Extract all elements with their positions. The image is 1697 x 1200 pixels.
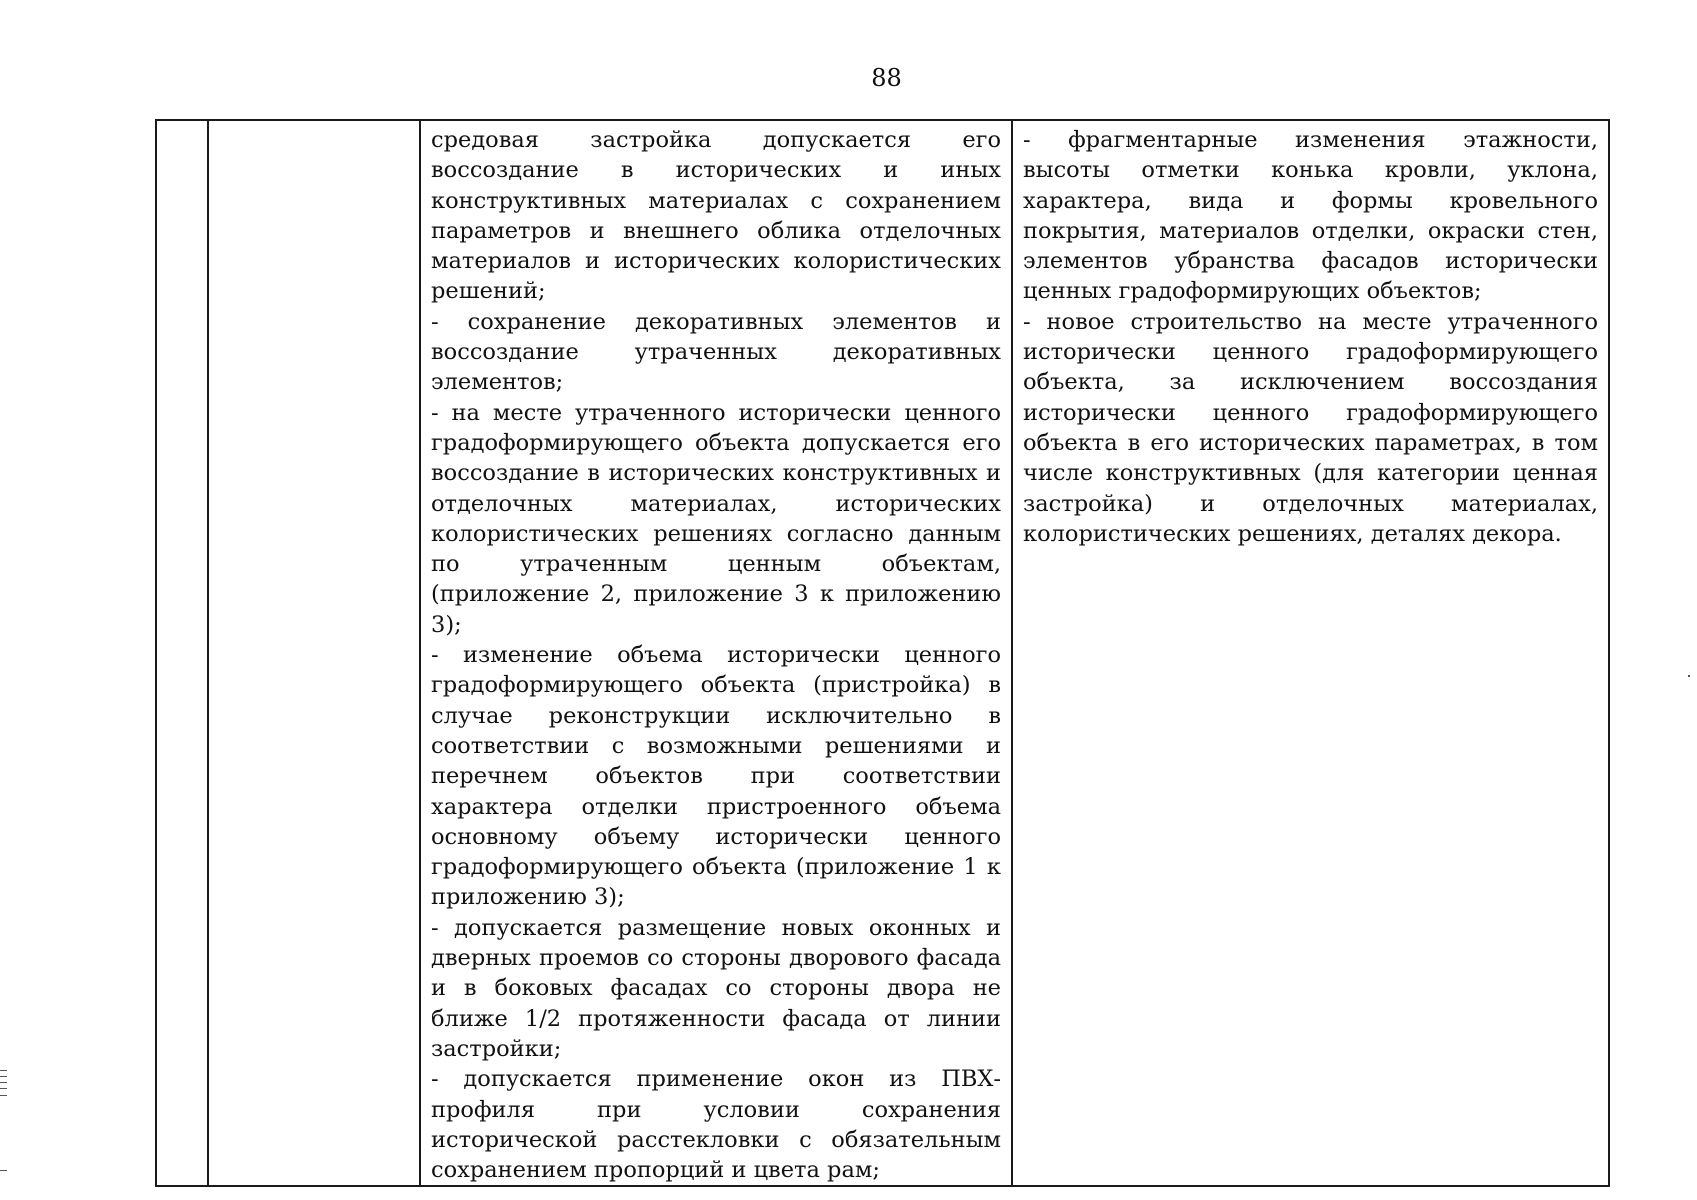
table-cell-number (156, 120, 208, 1186)
list-item: - на месте утраченного исторически ценного градоформирующего объекта допускается его воссоздание в исторических конструктивных и отделочных материалах, исторических колористических решениях согласно данным по утраченным ценным объектам, (приложение 2, приложение 3 к приложению 3); (431, 399, 1001, 638)
scan-dot (1688, 675, 1690, 677)
regulations-table (155, 119, 1610, 1187)
permitted-text (421, 121, 1011, 1185)
margin-scan-mark (0, 1076, 7, 1077)
page-number: 88 (871, 64, 902, 92)
margin-scan-mark (0, 1070, 7, 1071)
table-cell-permitted (420, 120, 1012, 1186)
margin-scan-mark (0, 1082, 7, 1083)
table-cell-prohibited (1012, 120, 1609, 1186)
list-item: - сохранение декоративных элементов и воссоздание утраченных декоративных элементов; (431, 308, 1001, 396)
margin-scan-mark (0, 1170, 7, 1171)
list-item: средовая застройка допускается его воссоздание в исторических и иных конструктивных материалах с сохранением параметров и внешнего облика отделочных материалов и исторических колористических решений; (431, 127, 1001, 305)
table-cell-zone (208, 120, 420, 1186)
list-item: - допускается размещение новых оконных и дверных проемов со стороны дворового фасада и в боковых фасадах со стороны двора не ближе 1/2 протяженности фасада от линии застройки; (431, 914, 1001, 1062)
list-item: - фрагментарные изменения этажности, высоты отметки конька кровли, уклона, характера, вида и формы кровельного покрытия, материалов отделки, окраски стен, элементов убранства фасадов исторически ценных градоформирующих объектов; (1023, 127, 1598, 305)
table-row (156, 120, 1609, 1186)
margin-scan-mark (0, 1095, 7, 1096)
list-item: - допускается применение окон из ПВХ-профиля при условии сохранения исторической расстекловки с обязательным сохранением пропорций и цвета рам; (431, 1066, 1001, 1184)
prohibited-text (1013, 121, 1608, 549)
list-item: - новое строительство на месте утраченного исторически ценного градоформирующего объекта, за исключением воссоздания исторически ценного градоформирующего объекта в его исторических параметрах, в том числе конструктивных (для категории ценная застройка) и отделочных материалах, колористических решениях, деталях декора. (1023, 308, 1598, 547)
list-item: - изменение объема исторически ценного градоформирующего объекта (пристройка) в случае реконструкции исключительно в соответствии с возможными решениями и перечнем объектов при соответствии характера отделки пристроенного объема основному объему исторически ценного градоформирующего объекта (приложение 1 к приложению 3); (431, 642, 1001, 911)
margin-scan-mark (0, 1088, 7, 1089)
